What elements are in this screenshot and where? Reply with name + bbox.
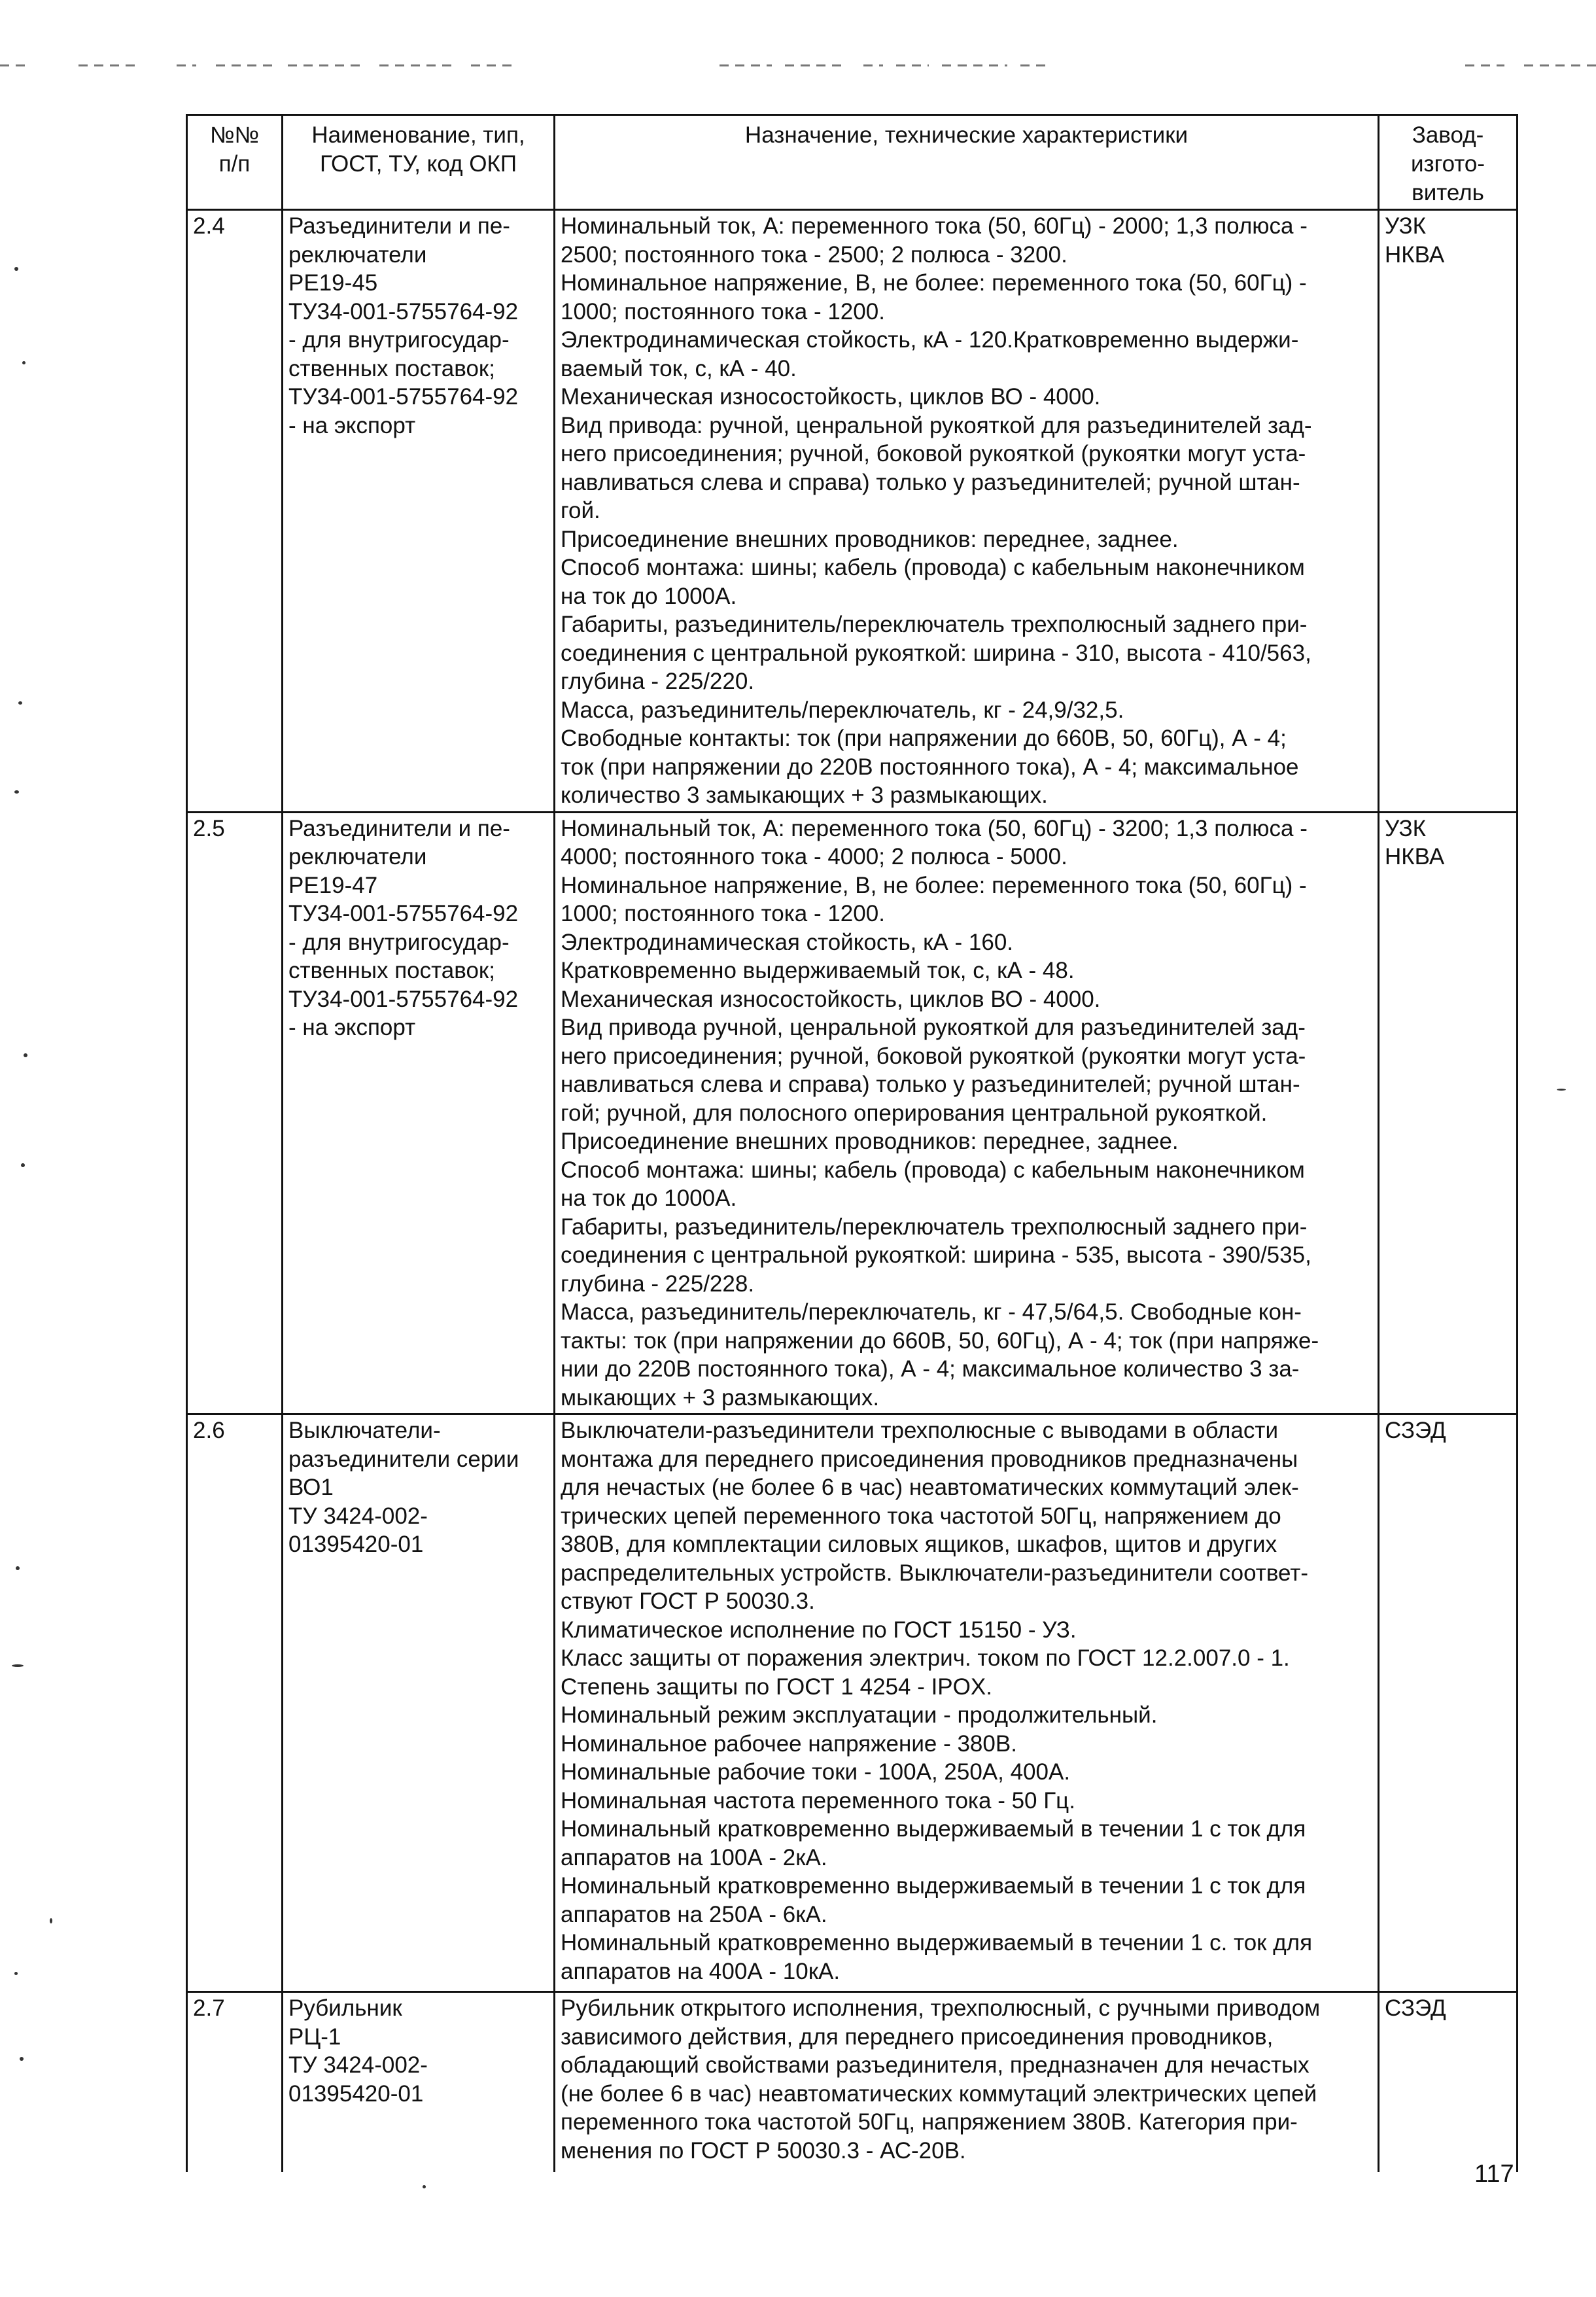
- cell-name: [283, 1992, 555, 2173]
- header-line: Наименование, тип,: [311, 122, 525, 148]
- text-line: УЗК: [1385, 213, 1426, 239]
- text-line: ТУ34-001-5755764-92: [288, 901, 519, 926]
- cell-manufacturer: [1379, 1414, 1518, 1992]
- header-manufacturer: [1379, 115, 1518, 210]
- text-line: Номинальный кратковременно выдерживаемый в течении 1 с. ток для: [561, 1930, 1313, 1955]
- text-line: Присоединение внешних проводников: переднее, заднее.: [561, 1129, 1179, 1154]
- text-line: количество 3 замыкающих + 3 размыкающих.: [561, 782, 1048, 808]
- text-line: 2.5: [193, 815, 225, 841]
- text-line: Вид привода ручной, ценральной рукояткой для разъединителей зад-: [561, 1015, 1306, 1040]
- text-line: Климатическое исполнение по ГОСТ 15150 - УЗ.: [561, 1617, 1077, 1643]
- text-line: Номинальное напряжение, В, не более: переменного тока (50, 60Гц) -: [561, 270, 1307, 296]
- header-name: [283, 115, 555, 210]
- text-line: РЦ-1: [288, 2024, 341, 2050]
- table-header-row: [187, 115, 1518, 210]
- text-line: 01395420-01: [288, 1532, 424, 1557]
- text-line: ток (при напряжении до 220В постоянного тока), А - 4; максимальное: [561, 754, 1299, 780]
- text-line: ТУ34-001-5755764-92: [288, 384, 519, 410]
- table-row: [187, 1992, 1518, 2173]
- text-line: трических цепей переменного тока частотой 50Гц, напряжением до: [561, 1503, 1281, 1529]
- text-line: 2.4: [193, 213, 225, 239]
- text-line: - на экспорт: [288, 412, 416, 438]
- text-line: НКВА: [1385, 844, 1445, 869]
- text-line: навливаться слева и справа) только у разъединителей; ручной штан-: [561, 1072, 1300, 1097]
- text-line: нии до 220В постоянного тока), А - 4; максимальное количество 3 за-: [561, 1356, 1300, 1382]
- text-line: Номинальный ток, А: переменного тока (50, 60Гц) - 2000; 1,3 полюса -: [561, 213, 1308, 239]
- text-line: Кратковременно выдерживаемый ток, с, кА - 48.: [561, 958, 1075, 983]
- text-line: РЕ19-47: [288, 872, 378, 898]
- text-line: Электродинамическая стойкость, кА - 120.Кратковременно выдержи-: [561, 327, 1299, 353]
- text-line: УЗК: [1385, 815, 1426, 841]
- text-line: на ток до 1000А.: [561, 583, 737, 609]
- text-line: на ток до 1000А.: [561, 1185, 737, 1211]
- header-line: изгото-: [1410, 151, 1485, 177]
- text-line: ТУ 3424-002-: [288, 2052, 428, 2078]
- text-line: Присоединение внешних проводников: переднее, заднее.: [561, 526, 1179, 552]
- header-line: №№: [209, 122, 260, 148]
- header-line: п/п: [218, 151, 251, 177]
- text-line: Способ монтажа: шины; кабель (провода) с кабельным наконечником: [561, 555, 1305, 580]
- text-line: - для внутригосудар-: [288, 929, 510, 955]
- header-line: Завод-: [1412, 122, 1484, 148]
- text-line: Класс защиты от поражения электрич. током по ГОСТ 12.2.007.0 - 1.: [561, 1645, 1290, 1671]
- text-line: Механическая износостойкость, циклов ВО - 4000.: [561, 384, 1101, 410]
- text-line: реключатели: [288, 844, 427, 869]
- text-line: Номинальный кратковременно выдерживаемый в течении 1 с ток для: [561, 1816, 1306, 1842]
- text-line: ТУ 3424-002-: [288, 1503, 428, 1529]
- cell-name: [283, 1414, 555, 1992]
- text-line: РЕ19-45: [288, 270, 378, 296]
- header-number: [187, 115, 283, 210]
- text-line: него присоединения; ручной, боковой рукояткой (рукоятки могут уста-: [561, 1043, 1306, 1069]
- text-line: переменного тока частотой 50Гц, напряжением 380В. Категория при-: [561, 2109, 1298, 2135]
- text-line: Номинальное рабочее напряжение - 380В.: [561, 1730, 1017, 1757]
- cell-number: [187, 1992, 283, 2173]
- text-line: Электродинамическая стойкость, кА - 160.: [561, 929, 1014, 955]
- cell-manufacturer: [1379, 812, 1518, 1414]
- cell-description: [555, 1992, 1379, 2173]
- text-line: Номинальный режим эксплуатации - продолжительный.: [561, 1702, 1158, 1728]
- text-line: монтажа для переднего присоединения проводников предназначены: [561, 1446, 1298, 1472]
- text-line: Вид привода: ручной, ценральной рукояткой для разъединителей зад-: [561, 412, 1312, 438]
- text-line: навливаться слева и справа) только у разъединителей; ручной штан-: [561, 469, 1300, 495]
- text-line: - на экспорт: [288, 1015, 416, 1040]
- text-line: Масса, разъединитель/переключатель, кг - 47,5/64,5. Свободные кон-: [561, 1299, 1302, 1325]
- text-line: Номинальная частота переменного тока - 50 Гц.: [561, 1787, 1075, 1814]
- cell-description: [555, 210, 1379, 813]
- cell-manufacturer: [1379, 210, 1518, 813]
- text-line: СЗЭД: [1385, 1995, 1446, 2021]
- page-number: 117: [1474, 2160, 1514, 2188]
- text-line: ТУ34-001-5755764-92: [288, 298, 519, 324]
- cell-description: [555, 812, 1379, 1414]
- text-line: аппаратов на 400А - 10кА.: [561, 1958, 841, 1984]
- text-line: ВО1: [288, 1475, 334, 1500]
- text-line: глубина - 225/220.: [561, 669, 755, 694]
- text-line: зависимого действия, для переднего присоединения проводников,: [561, 2024, 1274, 2050]
- table-row: [187, 1414, 1518, 1992]
- text-line: ственных поставок;: [288, 355, 495, 381]
- text-line: обладающий свойствами разъединителя, предназначен для нечастых: [561, 2052, 1310, 2078]
- text-line: СЗЭД: [1385, 1418, 1446, 1443]
- text-line: ваемый ток, с, кА - 40.: [561, 355, 797, 381]
- text-line: него присоединения; ручной, боковой рукояткой (рукоятки могут уста-: [561, 441, 1306, 466]
- text-line: 01395420-01: [288, 2080, 424, 2107]
- text-line: Габариты, разъединитель/переключатель трехполюсный заднего при-: [561, 1214, 1308, 1240]
- scan-noise-line: [0, 63, 1596, 68]
- text-line: Номинальные рабочие токи - 100А, 250А, 400А.: [561, 1759, 1071, 1785]
- text-line: 2500; постоянного тока - 2500; 2 полюса - 3200.: [561, 241, 1067, 268]
- text-line: соединения с центральной рукояткой: ширина - 310, высота - 410/563,: [561, 640, 1311, 666]
- text-line: глубина - 225/228.: [561, 1271, 755, 1297]
- text-line: Разъединители и пе-: [288, 213, 510, 239]
- text-line: Механическая износостойкость, циклов ВО - 4000.: [561, 986, 1101, 1012]
- text-line: менения по ГОСТ Р 50030.3 - АС-20В.: [561, 2137, 966, 2164]
- text-line: разъединители серии: [288, 1446, 519, 1472]
- table-row: [187, 210, 1518, 813]
- text-line: Рубильник открытого исполнения, трехполюсный, с ручными приводом: [561, 1995, 1321, 2021]
- text-line: 4000; постоянного тока - 4000; 2 полюса - 5000.: [561, 844, 1067, 869]
- text-line: 2.6: [193, 1418, 225, 1443]
- text-line: Масса, разъединитель/переключатель, кг - 24,9/32,5.: [561, 697, 1124, 723]
- text-line: Выключатели-разъединители трехполюсные с выводами в области: [561, 1418, 1278, 1443]
- text-line: аппаратов на 250А - 6кА.: [561, 1901, 827, 1927]
- text-line: Степень защиты по ГОСТ 1 4254 - IPOX.: [561, 1674, 992, 1700]
- text-line: 1000; постоянного тока - 1200.: [561, 298, 885, 324]
- text-line: (не более 6 в час) неавтоматических коммутаций электрических цепей: [561, 2080, 1317, 2107]
- text-line: Габариты, разъединитель/переключатель трехполюсный заднего при-: [561, 612, 1308, 637]
- text-line: Номинальный ток, А: переменного тока (50, 60Гц) - 3200; 1,3 полюса -: [561, 815, 1308, 841]
- text-line: - для внутригосудар-: [288, 327, 510, 353]
- text-line: ТУ34-001-5755764-92: [288, 986, 519, 1012]
- table-row: [187, 812, 1518, 1414]
- text-line: Рубильник: [288, 1995, 402, 2021]
- text-line: НКВА: [1385, 241, 1445, 268]
- text-line: Способ монтажа: шины; кабель (провода) с кабельным наконечником: [561, 1157, 1305, 1183]
- text-line: Номинальное напряжение, В, не более: переменного тока (50, 60Гц) -: [561, 872, 1307, 898]
- cell-number: [187, 210, 283, 813]
- text-line: ствуют ГОСТ Р 50030.3.: [561, 1588, 815, 1614]
- text-line: Свободные контакты: ток (при напряжении до 660В, 50, 60Гц), А - 4;: [561, 726, 1287, 751]
- specification-table: [186, 114, 1518, 2172]
- text-line: 380В, для комплектации силовых ящиков, шкафов, щитов и других: [561, 1532, 1277, 1557]
- text-line: такты: ток (при напряжении до 660В, 50, 60Гц), А - 4; ток (при напряже-: [561, 1327, 1319, 1354]
- cell-name: [283, 210, 555, 813]
- text-line: реключатели: [288, 241, 427, 268]
- cell-manufacturer: [1379, 1992, 1518, 2173]
- text-line: Номинальный кратковременно выдерживаемый в течении 1 с ток для: [561, 1873, 1306, 1899]
- header-description: [555, 115, 1379, 210]
- header-line: Назначение, технические характеристики: [744, 122, 1188, 148]
- cell-name: [283, 812, 555, 1414]
- text-line: Выключатели-: [288, 1418, 441, 1443]
- cell-description: [555, 1414, 1379, 1992]
- text-line: аппаратов на 100А - 2кА.: [561, 1844, 827, 1870]
- text-line: ственных поставок;: [288, 958, 495, 983]
- text-line: соединения с центральной рукояткой: ширина - 535, высота - 390/535,: [561, 1242, 1311, 1268]
- cell-number: [187, 812, 283, 1414]
- text-line: мыкающих + 3 размыкающих.: [561, 1384, 880, 1411]
- text-line: 1000; постоянного тока - 1200.: [561, 901, 885, 926]
- text-line: для нечастых (не более 6 в час) неавтоматических коммутаций элек-: [561, 1475, 1299, 1500]
- text-line: гой.: [561, 498, 600, 523]
- header-line: ГОСТ, ТУ, код ОКП: [319, 151, 517, 177]
- text-line: распределительных устройств. Выключатели-разъединители соответ-: [561, 1560, 1309, 1586]
- text-line: 2.7: [193, 1995, 225, 2021]
- text-line: гой; ручной, для полосного оперирования центральной рукояткой.: [561, 1100, 1268, 1126]
- header-line: витель: [1412, 180, 1484, 205]
- cell-number: [187, 1414, 283, 1992]
- text-line: Разъединители и пе-: [288, 815, 510, 841]
